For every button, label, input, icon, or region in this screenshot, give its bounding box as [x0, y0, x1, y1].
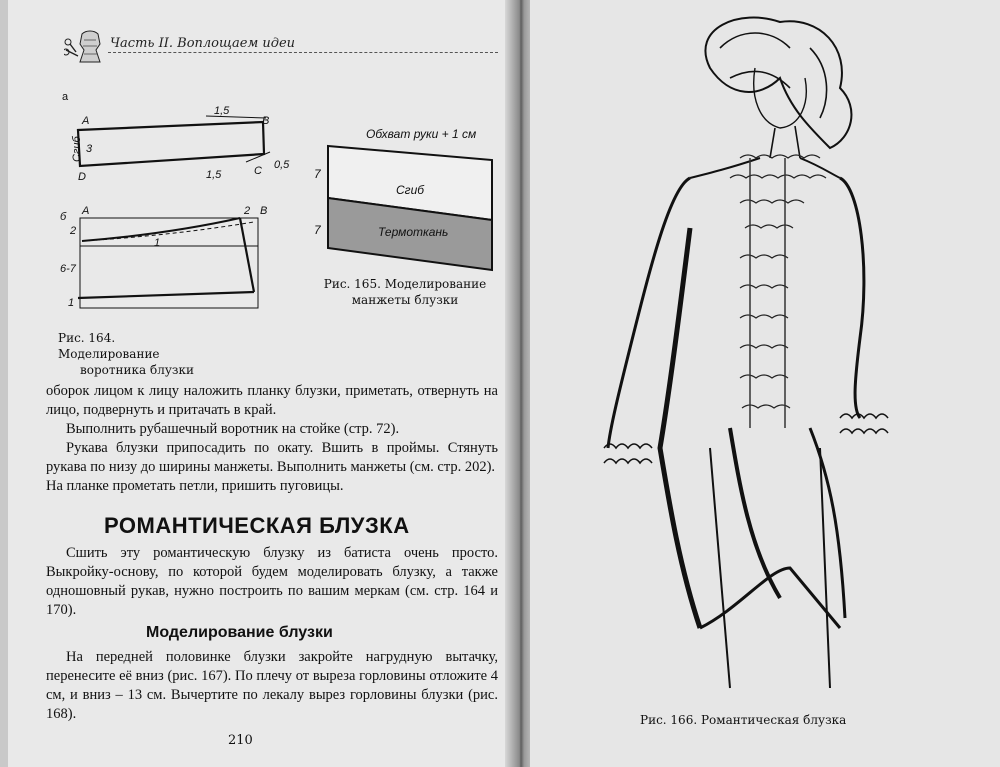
fig165-fold-label: Сгиб: [396, 183, 425, 197]
fig165-caption: Рис. 165. Моделирование манжеты блузки: [323, 277, 487, 307]
body-block-2: [46, 544, 498, 620]
paragraph-4: На планке прометать петли, пришить пуговицы.: [46, 478, 344, 494]
fig165-side-top: 7: [314, 167, 321, 181]
label-A-b: A: [82, 205, 90, 217]
fig164-part-a: а: [62, 91, 69, 103]
paragraph-6: На передней половинке блузки закройте нагрудную вытачку, перенесите её вниз (рис. 167). По плечу от выреза горловины отложите 4 см, и вниз – 13 см. Вычертите по лекалу вырез горловины блузки (рис. 168).: [46, 649, 498, 722]
header-rule: [108, 52, 498, 53]
label-sgib: Сгиб: [71, 136, 83, 162]
figure-165: [310, 122, 500, 272]
fig165-interfacing-label: Термоткань: [378, 225, 449, 239]
label-6-7: 6-7: [60, 263, 76, 275]
running-head: Часть II. Воплощаем идеи: [110, 36, 296, 51]
page-number: 210: [228, 733, 253, 748]
subsection-heading: Моделирование блузки: [146, 624, 333, 641]
figure-166-illustration: [590, 8, 910, 708]
figure-164: [58, 86, 308, 326]
fig164-caption: Рис. 164. Моделирование воротника блузки: [58, 331, 194, 377]
paragraph-2: Выполнить рубашечный воротник на стойке (стр. 72).: [66, 421, 400, 437]
label-B-a: B: [262, 115, 270, 127]
section-heading: РОМАНТИЧЕСКАЯ БЛУЗКА: [104, 513, 410, 538]
label-0-5: 0,5: [274, 159, 290, 171]
fig164-part-b: б: [60, 211, 67, 223]
label-2-right: 2: [244, 205, 251, 217]
body-block-1: [46, 382, 498, 496]
dress-form-icon: [64, 30, 114, 66]
label-C-a: C: [254, 165, 262, 177]
fig165-top-label: Обхват руки + 1 см: [366, 127, 477, 141]
label-1-5-bottom: 1,5: [206, 169, 222, 181]
label-D-a: D: [78, 171, 86, 183]
paragraph-3: Рукава блузки припосадить по окату. Вшить в проймы. Стянуть рукава по низу до ширины манжеты. Выполнить манжеты (см. стр. 202).: [46, 440, 498, 475]
paragraph-5: Сшить эту романтическую блузку из батиста очень просто. Выкройку-основу, по которой будем моделировать блузку, а также одношовный рукав, нужно построить по вашим меркам (см. стр. 164 и 170).: [46, 545, 498, 618]
label-A-a: A: [82, 115, 90, 127]
label-3: 3: [86, 143, 93, 155]
label-B-b: B: [260, 205, 268, 217]
label-1-5-top: 1,5: [214, 105, 230, 117]
fig165-side-bottom: 7: [314, 223, 321, 237]
label-1-mid: 1: [154, 237, 161, 249]
label-2-left: 2: [70, 225, 77, 237]
label-1-bottom: 1: [68, 297, 75, 309]
body-block-3: [46, 648, 498, 724]
fig166-caption: Рис. 166. Романтическая блузка: [640, 713, 847, 727]
paragraph-1: оборок лицом к лицу наложить планку блузки, приметать, отвернуть на лицо, подвернуть и притачать в край.: [46, 383, 498, 418]
